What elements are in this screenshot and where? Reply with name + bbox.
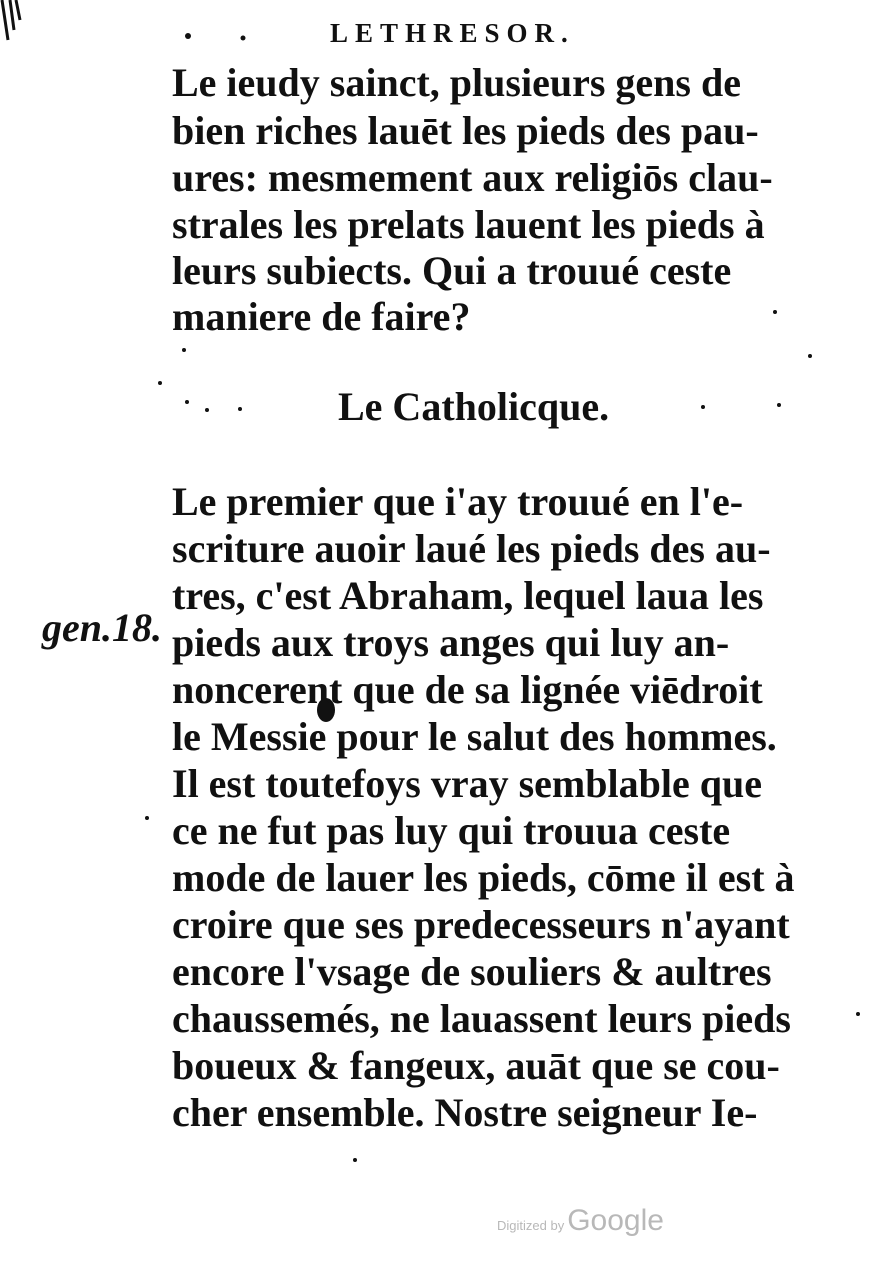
digitized-watermark [497, 1204, 664, 1238]
text-line: maniere de faire? [172, 294, 471, 339]
text-line: chaussemés, ne lauassent leurs pieds [172, 996, 791, 1041]
section-heading: Le Catholicque. [338, 384, 610, 429]
text-line: cher ensemble. Nostre seigneur Ie- [172, 1090, 758, 1135]
text-line: tres, c'est Abraham, lequel laua les [172, 573, 764, 618]
text-line: Le ieudy sainct, plusieurs gens de [172, 60, 741, 105]
text-line: pieds aux troys anges qui luy an- [172, 620, 730, 665]
text-line: boueux & fangeux, auāt que se cou- [172, 1043, 780, 1088]
text-line: encore l'vsage de souliers & aultres [172, 949, 772, 994]
watermark-prefix: Digitized by [497, 1218, 565, 1233]
text-line: croire que ses predecesseurs n'ayant [172, 902, 790, 947]
text-line: mode de lauer les pieds, cōme il est à [172, 855, 795, 900]
text-line: Le premier que i'ay trouué en l'e- [172, 479, 744, 524]
text-line: leurs subiects. Qui a trouué ceste [172, 248, 732, 293]
text-line: bien riches lauēt les pieds des pau- [172, 108, 759, 153]
text-line: scriture auoir laué les pieds des au- [172, 526, 771, 571]
running-head: LETHRESOR. [330, 18, 575, 48]
text-line: noncerent que de sa lignée viēdroit [172, 667, 763, 712]
text-line: Il est toutefoys vray semblable que [172, 761, 762, 806]
text-line: strales les prelats lauent les pieds à [172, 202, 765, 247]
text-line: ce ne fut pas luy qui trouua ceste [172, 808, 731, 853]
margin-note: gen.18. [42, 605, 162, 650]
text-line: le Messie pour le salut des hommes. [172, 714, 777, 759]
watermark-brand: Google [567, 1204, 664, 1237]
text-line: ures: mesmement aux religiōs clau- [172, 155, 773, 200]
